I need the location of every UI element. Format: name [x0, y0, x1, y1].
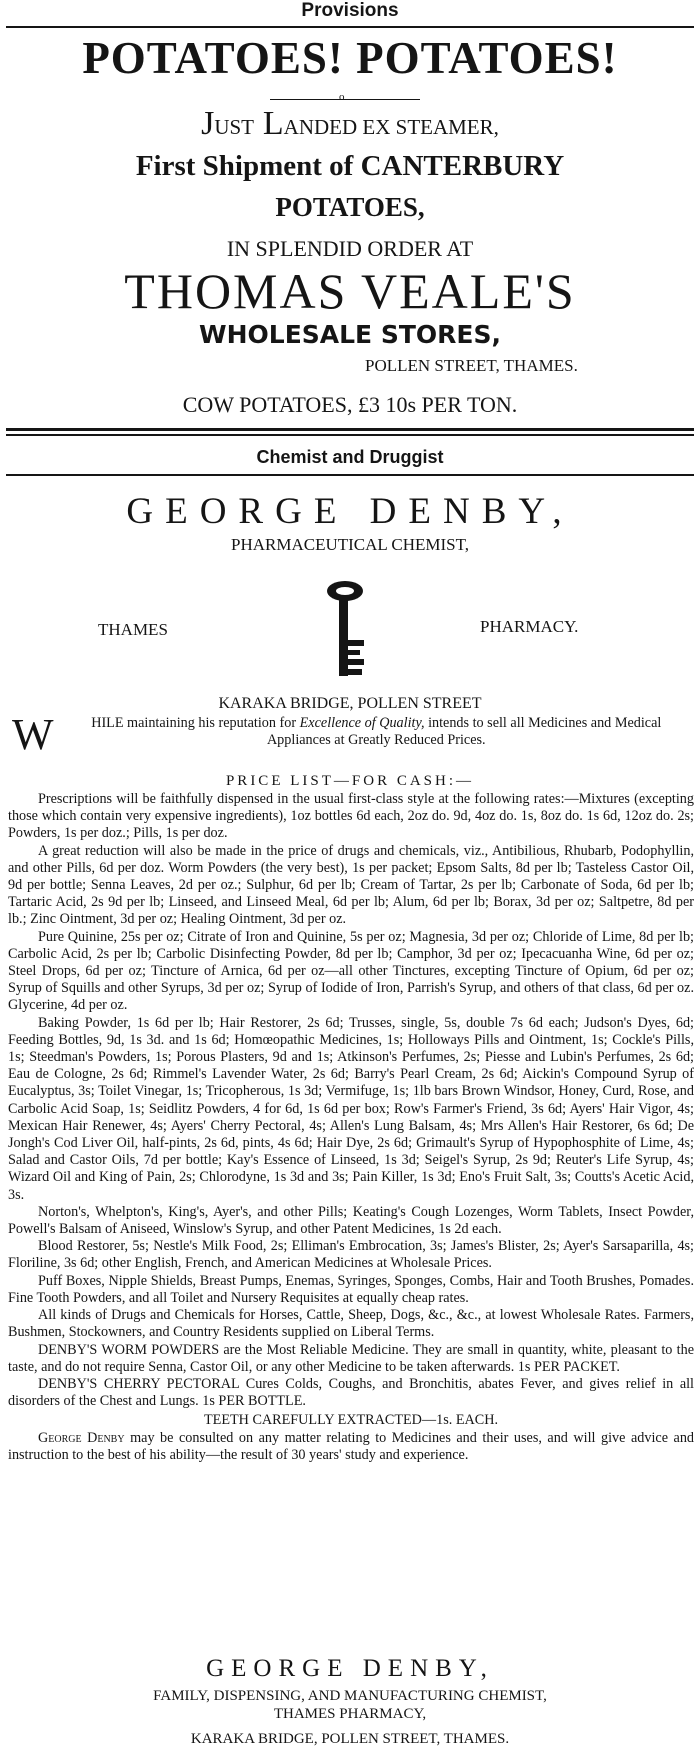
teeth-line: TEETH CAREFULLY EXTRACTED—1s. EACH. — [203, 1412, 498, 1429]
chemist-name: GEORGE DENBY, — [126, 491, 574, 532]
short-divider — [270, 99, 420, 100]
intro-italic: Excellence of Quality, — [299, 715, 425, 731]
divider-mark: o — [339, 91, 345, 103]
potatoes-subheading: POTATOES, — [275, 192, 425, 222]
pharmacy-word: PHARMACY. — [480, 617, 579, 636]
pharmacy-location: KARAKA BRIDGE, POLLEN STREET — [218, 695, 482, 712]
double-rule-b — [6, 434, 694, 436]
potatoes-headline: POTATOES! POTATOES! — [82, 33, 618, 83]
provisions-section-title: Provisions — [301, 0, 399, 21]
footer-line-1: FAMILY, DISPENSING, AND MANUFACTURING CHEMIST, — [153, 1688, 547, 1704]
just-landed-line — [0, 105, 700, 143]
price-list-heading: PRICE LIST—FOR CASH:— — [225, 773, 475, 789]
merchant-address: POLLEN STREET, THAMES. — [365, 356, 578, 375]
rule-top — [6, 26, 694, 28]
order-line: IN SPLENDID ORDER AT — [226, 236, 474, 261]
paragraph-quinine: Pure Quinine, 25s per oz; Citrate of Iron and Quinine, 5s per oz; Magnesia, 3d per oz; Chloride of Lime, 8d per lb; Carbolic Acid, 2s per lb; Carbolic Disinfecting Powder, 8d per lb; Camphor, 3d per oz; Ipecacuanha Wine, 6d per oz; Steel Drops, 6d per oz; Tincture of Arnica, 6d per oz—all other Tinctures, excepting Tincture of Opium, 6d per oz; Syrup of Squills and other Syrups, 3d per oz; Syrup of Iodide of Iron, Parrish's Syrup, and others of that class, 6d per oz. Glycerine, 4d per oz. — [8, 928, 694, 1014]
paragraph-worm-powders: DENBY'S WORM POWDERS are the Most Reliable Medicine. They are small in quantity, white, pleasant to the taste, and do not require Senna, Castor Oil, or any other Medicine to be taken afterwards. 1s PER PACKET. — [8, 1341, 694, 1375]
just-landed-part2: ANDED EX STEAMER, — [283, 115, 499, 139]
potato-price-line: COW POTATOES, £3 10s PER TON. — [182, 392, 518, 417]
chemist-section-title: Chemist and Druggist — [256, 447, 444, 467]
first-shipment-line: First Shipment of CANTERBURY — [135, 150, 565, 182]
just-landed-capital-l: L — [262, 105, 284, 142]
paragraph-baking-powder: Baking Powder, 1s 6d per lb; Hair Restorer, 2s 6d; Trusses, single, 5s, double 7s 6d each; Judson's Dyes, 6d; Feeding Bottles, 9d, 1s 3d. and 1s 6d; Homœopathic Medicines, 1s; Holloways Pills and Ointment, 1s; Cockle's Pills, 1s; Steedman's Powders, 1s; Porous Plasters, 9d and 1s; Atkinson's Perfumes, 2s; Piesse and Lubin's Perfumes, 2s 6d; Eau de Cologne, 2s 6d; Rimmel's Lavender Water, 2s 6d; Barry's Pearl Cream, 2s 6d; Aickin's Compound Syrup of Eucalyptus, 3s; Toilet Vinegar, 1s; Tricopherous, 1s 3d; Vermifuge, 1s; 1lb bars Brown Windsor, Honey, Curd, Rose, and Carbolic Acid Soap, 1s; Seidlitz Powders, 4 for 6d, 1s 6d per box; Row's Farmer's Friend, 3s 6d; Ayers' Hair Vigor, 4s; Mexican Hair Renewer, 4s; Ayers' Cherry Pectoral, 4s; Allen's Lung Balsam, 4s; Mrs Allen's Hair Restorer, 6s 6d; De Jongh's Cod Liver Oil, half-pints, 2s 6d, pints, 4s 6d; Hair Dye, 2s 6d; Grimault's Syrup of Hypophosphite of Lime, 4s; Salad and Castor Oils, 7d per bottle; Kay's Essence of Linseed, 1s 3d; Seigel's Syrup, 2s 9d; Reuter's Life Syrup, 4s; Wizard Oil and King of Pain, 2s; Chlorodyne, 1s 3d and 3s; Pain Killer, 1s 3d; Eno's Fruit Salt, 3s; Coutts's Acetic Acid, 3s. — [8, 1014, 694, 1203]
just-landed-capital-j: J — [201, 105, 215, 142]
wholesale-stores-line: WHOLESALE STORES, — [199, 320, 501, 349]
paragraph-cherry-pectoral: DENBY'S CHERRY PECTORAL Cures Colds, Coughs, and Bronchitis, abates Fever, and gives relief in all disorders of the Chest and Lungs. 1s PER BOTTLE. — [8, 1375, 694, 1410]
consult-name: George Denby — [38, 1429, 125, 1446]
paragraph-consultation — [8, 1430, 694, 1464]
paragraph-pills: Norton's, Whelpton's, King's, Ayer's, and other Pills; Keating's Cough Lozenges, Worm Tablets, Insect Powder, Powell's Balsam of Aniseed, Winslow's Syrup, and other Patent Medicines, 1s 2d each. — [8, 1203, 694, 1238]
merchant-name: THOMAS VEALE'S — [124, 263, 576, 319]
footer-chemist-name: GEORGE DENBY, — [206, 1655, 494, 1682]
intro-text-1: HILE maintaining his reputation for — [91, 715, 297, 731]
thames-word: THAMES — [98, 620, 168, 639]
paragraph-toilet-requisites: Puff Boxes, Nipple Shields, Breast Pumps, Enemas, Syringes, Sponges, Combs, Hair and Tooth Brushes, Pomades. Fine Tooth Powders, and all Toilet and Nursery Requisites at equally cheap rates. — [8, 1272, 694, 1306]
intro-dropcap: W — [12, 710, 54, 759]
paragraph-animal-drugs: All kinds of Drugs and Chemicals for Horses, Cattle, Sheep, Dogs, &c., &c., at lowest Wholesale Rates. Farmers, Bushmen, Stockowners, and Country Residents supplied on Liberal Terms. — [8, 1307, 694, 1341]
rule-chemist — [6, 474, 694, 476]
double-rule-a — [6, 428, 694, 431]
footer-line-2: THAMES PHARMACY, — [273, 1706, 427, 1722]
price-list-body — [8, 791, 694, 1464]
footer-line-3: KARAKA BRIDGE, POLLEN STREET, THAMES. — [190, 1731, 510, 1747]
just-landed-part1: UST — [214, 115, 254, 139]
paragraph-blood-restorer: Blood Restorer, 5s; Nestle's Milk Food, 2s; Elliman's Embrocation, 3s; James's Blister, 2s; Ayer's Sarsaparilla, 4s; Floriline, 3s 6d; other English, French, and American Medicines at Wholesale Prices. — [8, 1238, 694, 1272]
key-icon — [322, 578, 368, 678]
paragraph-drugs-chemicals: A great reduction will also be made in the price of drugs and chemicals, viz., Antibilious, Rhubarb, Podophyllin, and other Pills, 6d per doz. Worm Powders (the very best), 1s per packet; Epsom Salts, 8d per lb; Tasteless Castor Oil, 9d per bottle; Senna Leaves, 2d per oz.; Sulphur, 6d per lb; Cream of Tartar, 2s per lb; Carbonate of Soda, 6d per lb; Tartaric Acid, 2s 9d per lb; Linseed, and Linseed Meal, 6d per lb; Alum, 6d per lb; Borax, 3d per oz; Saltpetre, 8d per lb.; Zinc Ointment, 3d per oz; Healing Ointment, 3d per oz. — [8, 842, 694, 928]
chemist-title: PHARMACEUTICAL CHEMIST, — [230, 535, 469, 554]
intro-text-2: intends to sell all Medicines and Medical Appliances at Greatly Reduced Prices. — [266, 715, 662, 748]
paragraph-prescriptions: Prescriptions will be faithfully dispensed in the usual first-class style at the following rates:—Mixtures (excepting those which contain very expensive ingredients), 1oz bottles 6d each, 2oz do. 9d, 4oz do. 1s, 8oz do. 1s 6d, 12oz do. 2s; Powders, 1s per doz.; Pills, 1s per doz. — [8, 791, 694, 842]
consult-text: may be consulted on any matter relating to Medicines and their uses, and will give advice and instruction to the best of his ability—the result of 30 years' study and experience. — [8, 1429, 695, 1463]
intro-paragraph — [8, 710, 693, 759]
